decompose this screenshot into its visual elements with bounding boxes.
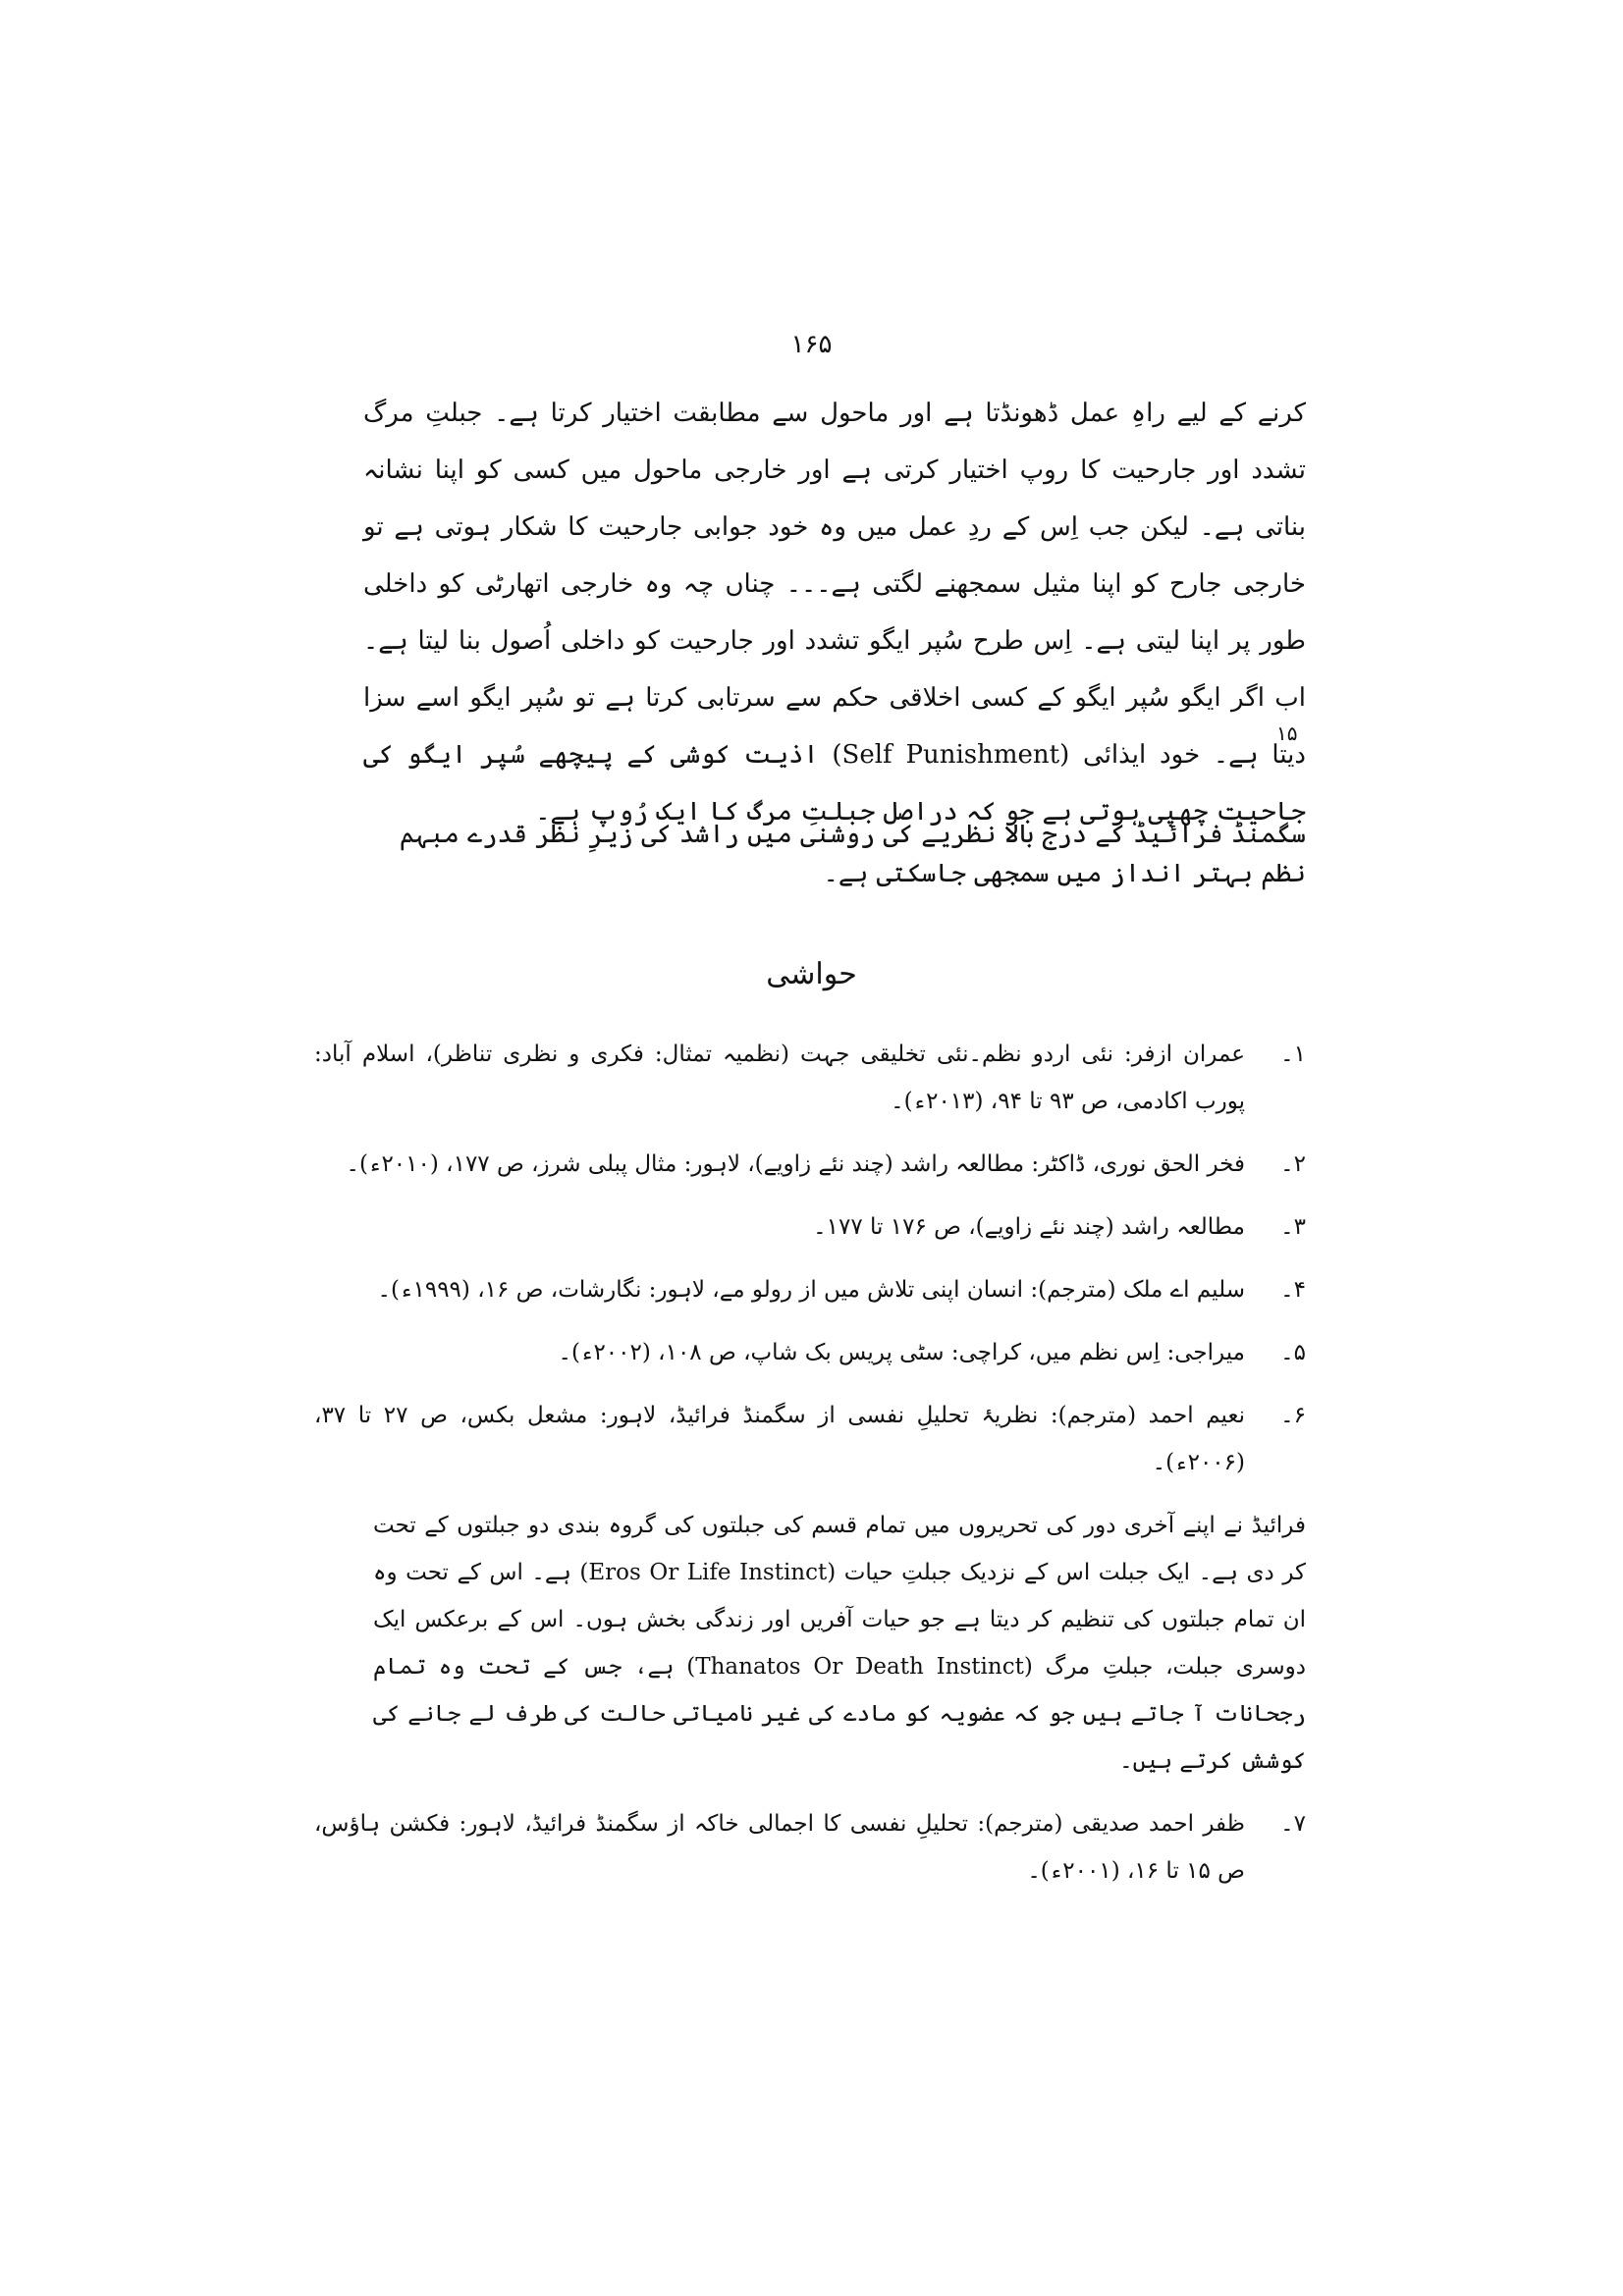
note-item: [314, 1329, 1306, 1376]
notes-list: [314, 1031, 1306, 1910]
note-6-explanation: فرائیڈ نے اپنے آخری دور کی تحریروں میں تمام قسم کی جبلتوں کی گروہ بندی دو جبلتوں کے تحت کر دی ہے۔ ایک جبلت اس کے نزدیک جبلتِ حیات (Eros Or Life Instinct) ہے۔ اس کے تحت وہ ان تمام جبلتوں کی تنظیم کر دیتا ہے جو حیات آفریں اور زندگی بخش ہوں۔ اس کے برعکس ایک دوسری جبلت، جبلتِ مرگ (Thanatos Or Death Instinct) ہے، جس کے تحت وہ تمام رجحانات آ جاتے ہیں جو کہ عضویہ کو مادے کی غیر نامیاتی حالت کی طرف لے جانے کی کوشش کرتے ہیں۔: [373, 1513, 1307, 1774]
note-number: ۴۔: [1280, 1277, 1306, 1303]
note-text: ظفر احمد صدیقی (مترجم): تحلیلِ نفسی کا اجمالی خاکہ از سگمنڈ فرائیڈ، لاہور: فکشن ہاؤس، ص ۱۵ تا ۱۶، (۲۰۰۱ء)۔: [314, 1811, 1245, 1884]
body-paragraph: [363, 385, 1306, 840]
note-item: [314, 1266, 1306, 1313]
note-item: [314, 1031, 1306, 1125]
note-number: ۱۔: [1280, 1041, 1306, 1067]
note-text: مطالعہ راشد (چند نئے زاویے)، ص ۱۷۶ تا ۱۷۷۔: [813, 1214, 1245, 1240]
note-number: ۷۔: [1280, 1811, 1306, 1837]
notes-heading: حواشی: [766, 957, 857, 991]
note-text: نعیم احمد (مترجم): نظریۂ تحلیلِ نفسی از سگمنڈ فرائیڈ، لاہور: مشعل بکس، ص ۲۷ تا ۳۷، (۲۰۰۶ء)۔: [314, 1403, 1245, 1475]
reference-marker: ۱۵: [1276, 721, 1298, 745]
note-text: میراجی: اِس نظم میں، کراچی: سٹی پریس بک شاپ، ص ۱۰۸، (۲۰۰۲ء)۔: [558, 1340, 1245, 1365]
note-number: ۲۔: [1280, 1151, 1306, 1177]
note-number: ۶۔: [1280, 1403, 1306, 1428]
note-number: ۵۔: [1280, 1340, 1306, 1365]
closing-sentence: سگمنڈ فرائیڈ کے درج بالا نظریے کی روشنی میں راشد کی زیرِ نظر قدرے مبہم نظم بہتر انداز میں سمجھی جاسکتی ہے۔: [399, 820, 1306, 888]
note-text: عمران ازفر: نئی اردو نظم۔نئی تخلیقی جہت (نظمیہ تمثال: فکری و نظری تناظر)، اسلام آباد: پورب اکادمی، ص ۹۳ تا ۹۴، (۲۰۱۳ء)۔: [314, 1041, 1245, 1114]
note-item: [314, 1203, 1306, 1251]
page-number: ۱۶۵: [790, 330, 833, 359]
note-item: [314, 1141, 1306, 1188]
note-text: فخر الحق نوری، ڈاکٹر: مطالعہ راشد (چند نئے زاویے)، لاہور: مثال پبلی شرز، ص ۱۷۷، (۲۰۱۰ء)۔: [346, 1151, 1245, 1177]
paragraph-text: کرنے کے لیے راہِ عمل ڈھونڈتا ہے اور ماحول سے مطابقت اختیار کرتا ہے۔ جبلتِ مرگ تشدد اور جارحیت کا روپ اختیار کرتی ہے اور خارجی ماحول میں کسی کو اپنا نشانہ بناتی ہے۔ لیکن جب اِس کے ردِ عمل میں وہ خود جوابی جارحیت کا شکار ہوتی ہے تو خارجی جارح کو اپنا مثیل سمجھنے لگتی ہے۔۔۔ چناں چہ وہ خارجی اتھارٹی کو داخلی طور پر اپنا لیتی ہے۔ اِس طرح سُپر ایگو تشدد اور جارحیت کو داخلی اُصول بنا لیتا ہے۔ اب اگر ایگو سُپر ایگو کے کسی اخلاقی حکم سے سرتابی کرتا ہے تو سُپر ایگو اسے سزا دیتا ہے۔ خود ایذائی (Self Punishment) اذیت کوشی کے پیچھے سُپر ایگو کی جاحیت چھپی ہوتی ہے جو کہ دراصل جبلتِ مرگ کا ایک رُوپ ہے۔: [363, 399, 1307, 827]
note-text: سلیم اے ملک (مترجم): انسان اپنی تلاش میں از رولو مے، لاہور: نگارشات، ص ۱۶، (۱۹۹۹ء)۔: [377, 1277, 1245, 1303]
note-item: [314, 1392, 1306, 1486]
note-item: [314, 1800, 1306, 1895]
note-number: ۳۔: [1280, 1214, 1306, 1240]
